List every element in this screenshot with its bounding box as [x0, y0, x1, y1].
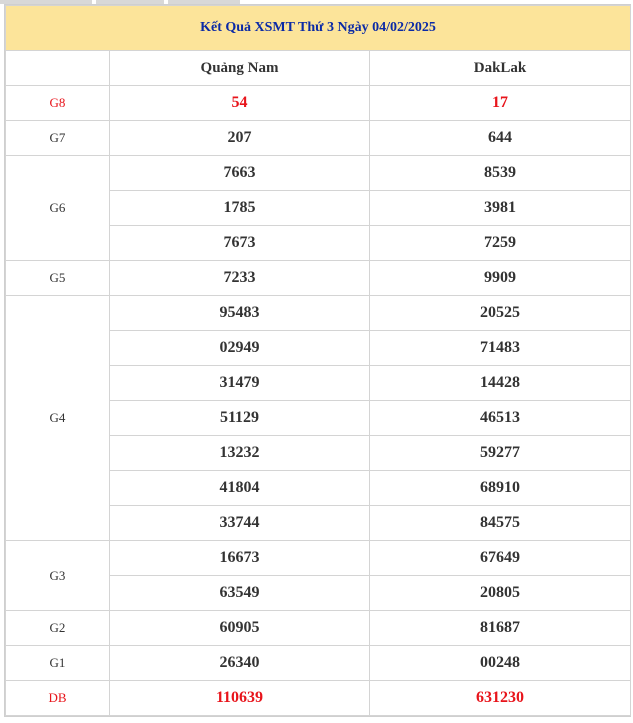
prize-label: G1	[6, 646, 110, 681]
result-number-daklak: 7259	[370, 226, 631, 261]
result-number-daklak: 46513	[370, 401, 631, 436]
result-number-daklak: 00248	[370, 646, 631, 681]
table-row	[6, 611, 631, 646]
lottery-results-table	[5, 5, 631, 716]
results-frame	[4, 4, 631, 717]
result-number-quang-nam: 26340	[110, 646, 370, 681]
result-number-daklak: 8539	[370, 156, 631, 191]
result-number-daklak: 3981	[370, 191, 631, 226]
table-row	[6, 261, 631, 296]
result-number-daklak: 14428	[370, 366, 631, 401]
result-number-quang-nam: 207	[110, 121, 370, 156]
result-number-daklak: 20525	[370, 296, 631, 331]
result-number-quang-nam: 54	[110, 86, 370, 121]
result-number-quang-nam: 31479	[110, 366, 370, 401]
table-row	[6, 86, 631, 121]
result-number-quang-nam: 51129	[110, 401, 370, 436]
results-title: Kết Quả XSMT Thứ 3 Ngày 04/02/2025	[6, 6, 631, 51]
prize-label: G5	[6, 261, 110, 296]
prize-label: G6	[6, 156, 110, 261]
prize-label: G3	[6, 541, 110, 611]
title-row	[6, 6, 631, 51]
province-header-daklak: DakLak	[370, 51, 631, 86]
table-row	[6, 541, 631, 576]
result-number-quang-nam: 7233	[110, 261, 370, 296]
table-row	[6, 156, 631, 191]
province-header-quang-nam: Quảng Nam	[110, 51, 370, 86]
result-number-quang-nam: 7663	[110, 156, 370, 191]
result-number-quang-nam: 02949	[110, 331, 370, 366]
result-number-quang-nam: 41804	[110, 471, 370, 506]
result-number-quang-nam: 110639	[110, 681, 370, 716]
result-number-daklak: 644	[370, 121, 631, 156]
result-number-quang-nam: 7673	[110, 226, 370, 261]
result-number-daklak: 631230	[370, 681, 631, 716]
result-number-quang-nam: 60905	[110, 611, 370, 646]
result-number-quang-nam: 13232	[110, 436, 370, 471]
prize-label: G8	[6, 86, 110, 121]
table-row	[6, 121, 631, 156]
result-number-daklak: 71483	[370, 331, 631, 366]
prize-label: G2	[6, 611, 110, 646]
result-number-daklak: 59277	[370, 436, 631, 471]
table-row	[6, 296, 631, 331]
result-number-daklak: 68910	[370, 471, 631, 506]
prize-label: G4	[6, 296, 110, 541]
result-number-daklak: 9909	[370, 261, 631, 296]
header-prize-cell	[6, 51, 110, 86]
result-number-quang-nam: 16673	[110, 541, 370, 576]
result-number-quang-nam: 33744	[110, 506, 370, 541]
table-row	[6, 681, 631, 716]
result-number-daklak: 84575	[370, 506, 631, 541]
result-number-quang-nam: 63549	[110, 576, 370, 611]
result-number-daklak: 81687	[370, 611, 631, 646]
result-number-quang-nam: 95483	[110, 296, 370, 331]
prize-label: DB	[6, 681, 110, 716]
result-number-daklak: 67649	[370, 541, 631, 576]
table-row	[6, 646, 631, 681]
prize-label: G7	[6, 121, 110, 156]
header-row	[6, 51, 631, 86]
result-number-quang-nam: 1785	[110, 191, 370, 226]
result-number-daklak: 17	[370, 86, 631, 121]
result-number-daklak: 20805	[370, 576, 631, 611]
